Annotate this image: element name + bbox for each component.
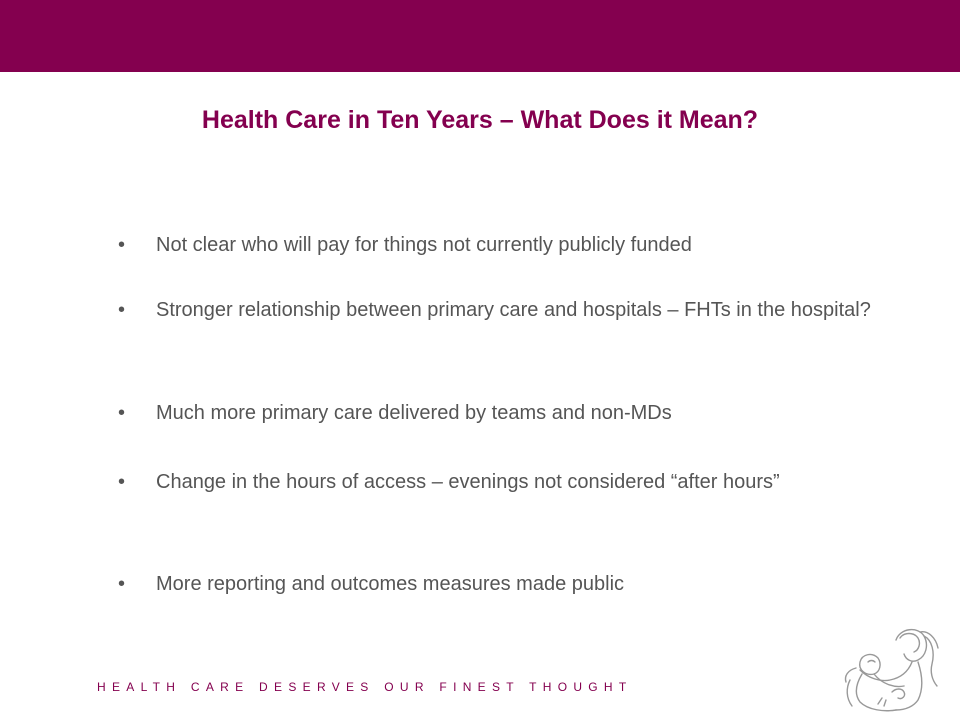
bullet-text: Stronger relationship between primary care and hospitals – FHTs in the hospital? [156, 299, 871, 321]
bullet-item [118, 401, 918, 425]
bullet-marker: • [118, 299, 126, 321]
slide-title: Health Care in Ten Years – What Does it Mean? [201, 106, 759, 134]
bullet-text: Much more primary care delivered by teams and non-MDs [156, 402, 672, 424]
bullet-item [118, 233, 918, 257]
bullet-item [118, 298, 918, 322]
bullet-item [118, 572, 918, 596]
bullet-marker: • [118, 234, 126, 256]
bullet-text: More reporting and outcomes measures made public [156, 573, 625, 595]
bullet-marker: • [118, 471, 126, 493]
bullet-text: Change in the hours of access – evenings not considered “after hours” [156, 471, 780, 493]
bullet-marker: • [118, 573, 126, 595]
bullet-item [118, 470, 918, 494]
footer-tagline: HEALTH CARE DESERVES OUR FINEST THOUGHT [97, 680, 633, 694]
mother-and-child-logo-icon [838, 618, 942, 714]
bullet-text: Not clear who will pay for things not currently publicly funded [156, 234, 692, 256]
bullet-marker: • [118, 402, 126, 424]
